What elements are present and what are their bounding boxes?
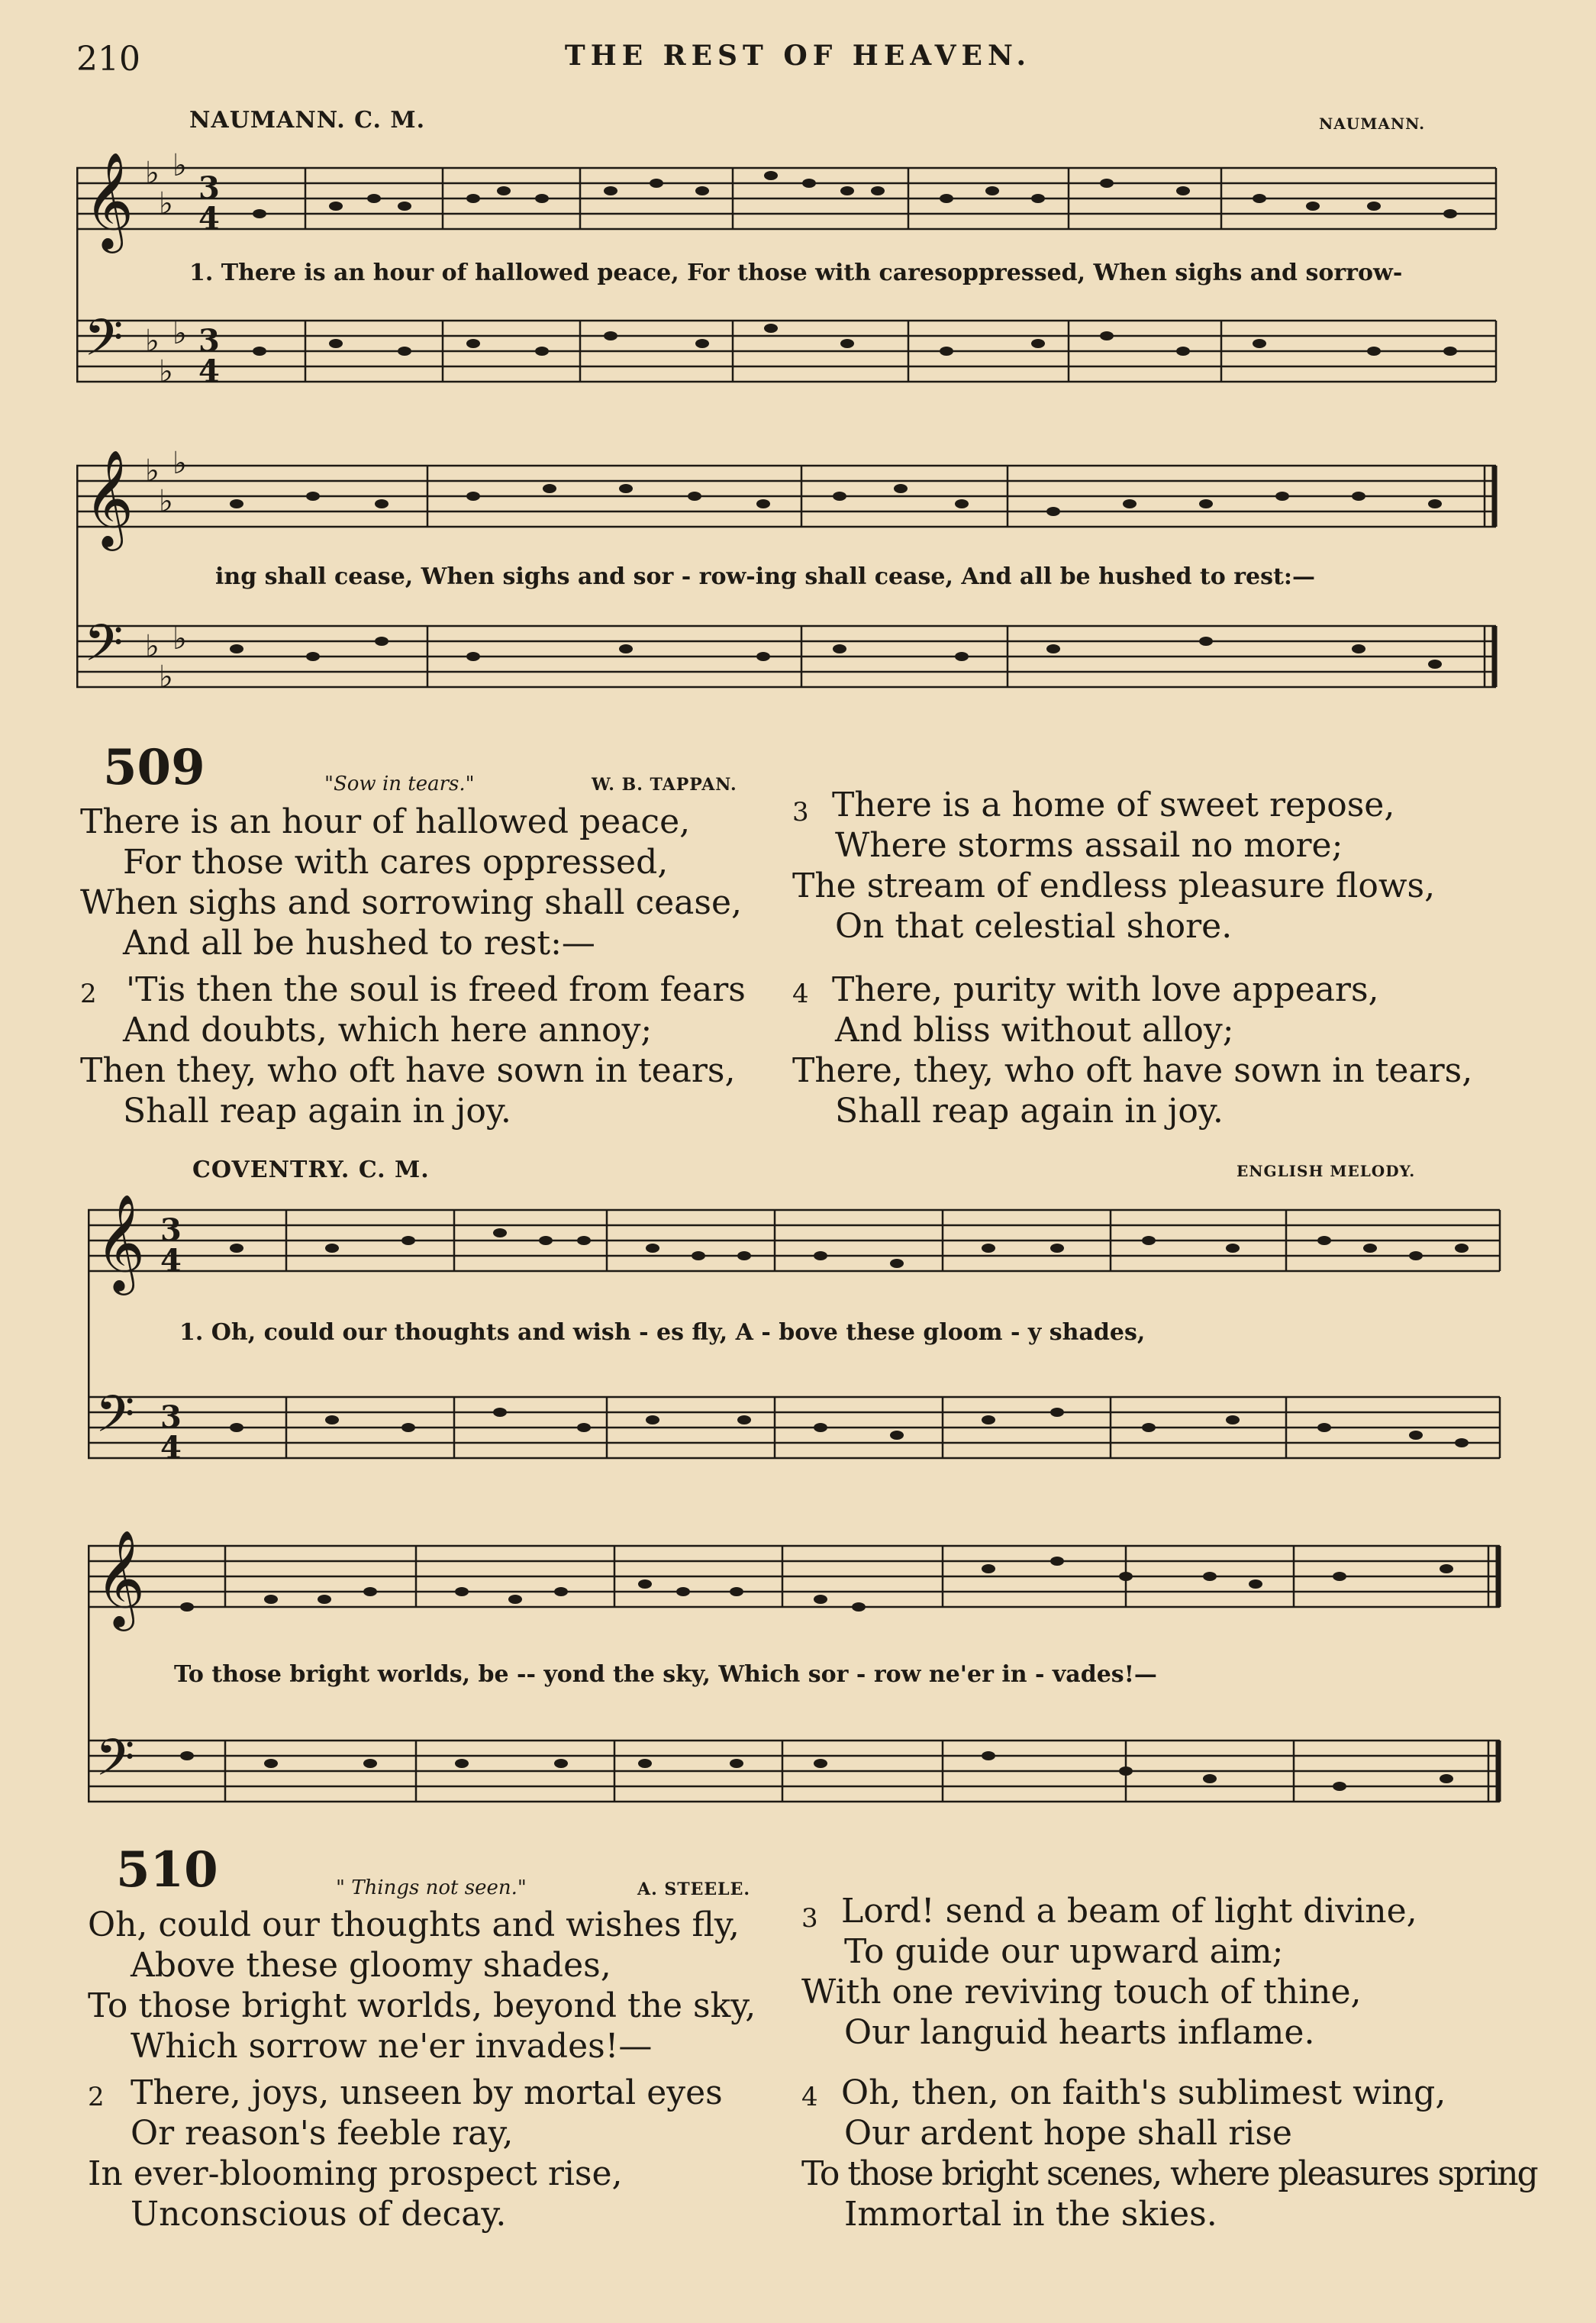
tune1-composer: NAUMANN. — [1319, 115, 1426, 133]
page-number: 210 — [76, 40, 140, 79]
tune2-name: COVENTRY. C. M. — [192, 1157, 430, 1183]
svg-text:♭: ♭ — [145, 156, 160, 191]
svg-text:♭: ♭ — [145, 453, 160, 489]
svg-text:4: 4 — [198, 353, 220, 389]
bass-staff — [76, 321, 1496, 382]
svg-text:𝄢: 𝄢 — [95, 1385, 135, 1456]
svg-text:4: 4 — [160, 1430, 182, 1466]
hymn-510-subtitle: " Things not seen." — [336, 1876, 527, 1899]
svg-text:♭: ♭ — [145, 629, 160, 664]
svg-text:♭: ♭ — [159, 660, 173, 695]
hymn-509-subtitle: "Sow in tears." — [324, 773, 475, 795]
svg-text:𝄞: 𝄞 — [84, 449, 134, 547]
tune2-lyrics-line1: 1. Oh, could our thoughts and wish - es fly, A - bove these gloom - y shades, — [179, 1319, 1146, 1346]
bass-staff — [76, 626, 1496, 687]
hymn-510-number: 510 — [116, 1841, 218, 1899]
bass-staff — [88, 1397, 1500, 1458]
svg-text:♭: ♭ — [159, 484, 173, 519]
hymn-510-verse-1: Oh, could our thoughts and wishes fly, Above these gloomy shades, To those bright worlds, beyond the sky, Which sorrow ne'er invades!— — [88, 1905, 756, 2066]
tune1-lyrics-line2: ing shall cease, When sighs and sor - row-ing shall cease, And all be hushed to rest:— — [215, 563, 1315, 590]
svg-text:𝄢: 𝄢 — [84, 308, 124, 379]
treble-staff — [88, 1546, 1500, 1607]
hymn-510-verse-3: 3 Lord! send a beam of light divine, To guide our upward aim; With one reviving touch of thine, Our languid hearts inflame. — [801, 1892, 1417, 2052]
svg-text:𝄞: 𝄞 — [95, 1193, 146, 1291]
svg-text:♭: ♭ — [172, 316, 187, 351]
svg-text:3: 3 — [198, 170, 220, 206]
svg-text:4: 4 — [160, 1243, 182, 1279]
hymn-509-number: 509 — [103, 739, 205, 796]
svg-text:3: 3 — [160, 1212, 182, 1248]
svg-text:𝄞: 𝄞 — [84, 151, 134, 249]
svg-text:𝄢: 𝄢 — [95, 1728, 135, 1799]
svg-text:♭: ♭ — [145, 324, 160, 359]
tune2-lyrics-line2: To those bright worlds, be -- yond the sky, Which sor - row ne'er in - vades!— — [174, 1661, 1157, 1688]
svg-text:4: 4 — [198, 201, 220, 237]
treble-staff — [88, 1210, 1500, 1271]
svg-text:♭: ♭ — [172, 446, 187, 481]
hymn-509-verse-1: There is an hour of hallowed peace, For those with cares oppressed, When sighs and sorrowing shall cease, And all be hushed to rest:— — [80, 802, 743, 963]
tune1-name: NAUMANN. C. M. — [189, 107, 426, 134]
svg-text:♭: ♭ — [159, 354, 173, 389]
svg-text:♭: ♭ — [172, 621, 187, 657]
hymn-509-verse-4: 4 There, purity with love appears, And bliss without alloy; There, they, who oft have sown in tears, Shall reap again in joy. — [792, 970, 1473, 1131]
hymn-510-verse-4: 4 Oh, then, on faith's sublimest wing, Our ardent hope shall rise To those bright scenes, where pleasures spring Immortal in the skies. — [801, 2073, 1537, 2234]
hymn-509-verse-2: 2 'Tis then the soul is freed from fears And doubts, which here annoy; Then they, who oft have sown in tears, Shall reap again in joy. — [80, 970, 746, 1131]
hymn-509-verse-3: 3 There is a home of sweet repose, Where storms assail no more; The stream of endless pleasure flows, On that celestial shore. — [792, 786, 1436, 946]
running-title: THE REST OF HEAVEN. — [564, 40, 1032, 72]
tune1-lyrics-line1: 1. There is an hour of hallowed peace, For those with caresoppressed, When sighs and sorrow- — [189, 260, 1403, 286]
svg-text:𝄞: 𝄞 — [95, 1529, 146, 1627]
treble-staff — [76, 168, 1496, 229]
hymn-510-verse-2: 2 There, joys, unseen by mortal eyes Or reason's feeble ray, In ever-blooming prospect rise, Unconscious of decay. — [88, 2073, 723, 2234]
tune2-composer: ENGLISH MELODY. — [1236, 1162, 1416, 1180]
hymn-509-author: W. B. TAPPAN. — [592, 775, 737, 795]
svg-text:𝄢: 𝄢 — [84, 614, 124, 685]
hymn-510-author: A. STEELE. — [637, 1879, 751, 1899]
svg-text:♭: ♭ — [172, 148, 187, 183]
svg-text:♭: ♭ — [159, 186, 173, 221]
svg-text:3: 3 — [198, 323, 220, 359]
svg-text:3: 3 — [160, 1399, 182, 1435]
bass-staff — [88, 1741, 1500, 1802]
